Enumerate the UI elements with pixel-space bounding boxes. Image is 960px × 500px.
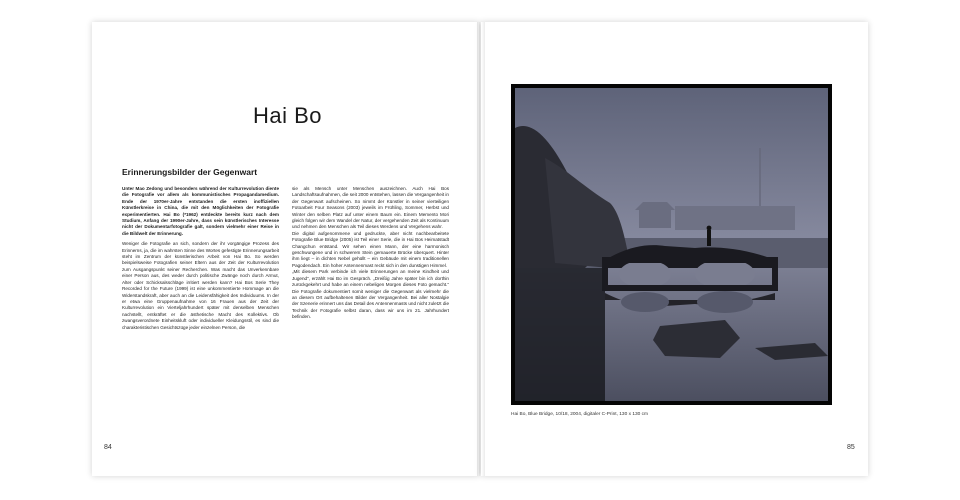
book-gutter — [477, 22, 485, 476]
photo-image — [515, 88, 828, 401]
bridge-arch — [619, 260, 671, 288]
body-paragraph: Die digital aufgenommene und gedruckte, aber nicht nachbearbeitete Fotografie Blue Bridge (2005) ist Teil einer Serie, die in Hai Bos Heimatstadt Changchun entstand. Wir sehen einen Mann, der eine harmonisch geschwungene und in schwerem Stein gemauerte Brücke überquert. Hinter ihm liegt – in dichten Nebel gehüllt – ein Gebäude mit einem traditionellen Pagodendach. Ein hoher Antennenmast reckt sich in den dunstigen Himmel. — [292, 230, 449, 268]
blue-bridge-photo — [511, 84, 832, 405]
section-subheading: Erinnerungsbilder der Gegenwart — [122, 167, 258, 177]
pagoda-building — [635, 202, 675, 228]
body-paragraph: „Mit diesem Park verbinde ich viele Erinnerungen an meine Kindheit und Jugend“, erzählt Hai Bo im Gespräch. „Dreißig Jahre später bin ich dorthin zurückgekehrt und habe an einem nebeligen Morgen dieses Foto gemacht.“ Die Fotografie dokumentiert somit weniger die Gegenwart als vielmehr die an diesem Ort aufbehaltenen Bilder der Vergangenheit. Bei aller Nostalgie der Szenerie erinnert uns das Detail des Antennenmasts und nicht zuletzt die Technik der Fotografie selbst daran, dass wir uns im 21. Jahrhundert befinden. — [292, 269, 449, 320]
text-column-left — [122, 186, 279, 331]
distant-buildings — [675, 206, 795, 230]
photo-caption: Hai Bo, Blue Bridge, 10/18, 2004, digitaler C-Print, 130 x 130 cm — [511, 412, 649, 417]
text-column-right — [292, 186, 449, 321]
body-paragraph: sie als Mensch unter Menschen auszeichnen. Auch Hai Bos Landschaftsaufnahmen, die seit 2000 entstehen, lassen die Vergangenheit in der Gegenwart aufscheinen. So nimmt der Künstler in seiner vierteiligen Fotoarbeit Four Seasons (2003) jeweils im Frühling, Sommer, Herbst und Winter den selben Platz auf unter einem Baum ein. Einem Memento Mori gleich folgen wir dem Wandel der Natur, der vergehenden Zeit als Kontinuum und nehmen den Menschen als Teil dieses Werdens und Vergehens wahr. — [292, 186, 449, 230]
lead-paragraph: Unter Mao Zedong und besonders während der Kulturrevolution diente die Fotografie vor allem als kommunistisches Propagandamedium. Ende der 1970er-Jahre entstanden die ersten inoffiziellen Künstlerkreise in China, die mit den Möglichkeiten der Fotografie experimentierten. Hai Bo (*1962) entdeckte bereits kurz nach dem Studium, Anfang der 1990er-Jahre, dass sein künstlerisches Interesse nicht der Dokumentarfotografie galt, sondern vielmehr einer Reise in die Bildwelt der Erinnerung. — [122, 186, 279, 236]
page-number-right: 85 — [847, 444, 855, 451]
bridge-arch — [695, 259, 755, 289]
person-silhouette — [707, 230, 711, 246]
body-paragraph: Weniger die Fotografie an sich, sondern der ihr vorgängige Prozess des Erinnerns, ja, die im wahrsten Sinne des Wortes gefestigte Erinnerungsarbeit steht im Zentrum der künstlerischen Arbeit von Hai Bo. So werden beispielsweise Fotografien seiner Eltern aus der Zeit der Kulturrevolution zum Ausgangspunkt seiner Recherchen. Was macht das Unverkennbare einer Person aus, des weder durch politische Zwänge noch durch Armut, Alter oder Schicksalsschläge irritiert werden kann? Hai Bos Serie They Recorded for the Future (1999) ist eine unkommentierte Hommage an die Widerstandskraft, aber auch an die Leidensfähigkeit des Individuums. In der er etwa eine Gruppenaufnahme von 16 Frauen aus der Zeit der Kulturrevolution ein Vierteljahrhundert später mit denselben Menschen nachstellt, entkräftet er die ästhetische Macht des Kollektivs. Ob zwangsverordnete Einheitskluft oder individueller Kleidungsstil, es sind die charakteristischen Gesichtszüge jeder einzelnen Person, die — [122, 241, 279, 330]
page-number-left: 84 — [104, 444, 112, 451]
tree-reflection — [515, 268, 605, 401]
arch-reflection — [697, 291, 753, 313]
person-head — [707, 226, 712, 231]
page-title: Hai Bo — [253, 103, 323, 128]
arch-reflection — [621, 292, 669, 312]
